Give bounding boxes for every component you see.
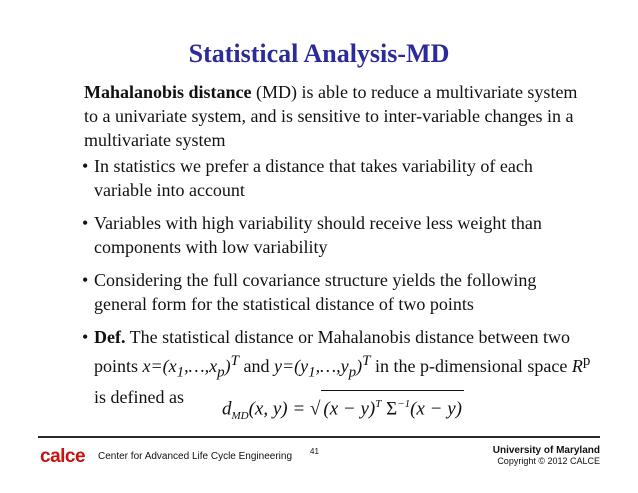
- space-r: R: [571, 356, 583, 376]
- intro-paragraph: [84, 80, 584, 152]
- university-name: University of Maryland: [492, 445, 600, 456]
- x-mid: ,…,x: [184, 356, 218, 376]
- formula-args: (x, y) =: [248, 398, 310, 420]
- definition-label: Def.: [94, 327, 126, 347]
- formula-radicand: [321, 390, 464, 422]
- x-sub1: 1: [176, 364, 185, 381]
- mahalanobis-formula: [222, 390, 464, 429]
- y-mid: ,…,y: [315, 356, 349, 376]
- y-subp: p: [348, 364, 357, 381]
- y-close: ): [356, 356, 363, 376]
- page-number: 41: [310, 447, 319, 456]
- formula-inverse: −1: [397, 398, 411, 410]
- x-open: x=(x: [142, 356, 177, 376]
- sqrt-icon: √: [309, 398, 321, 420]
- bullet-item: • Considering the full covariance structure yields the following general form for the statistical distance of two points: [82, 268, 592, 316]
- y-transpose: T: [362, 353, 371, 369]
- space-sup: p: [582, 353, 591, 369]
- formula-sigma: Σ: [381, 398, 398, 420]
- and-text: and: [238, 356, 274, 376]
- definition-text-a: The statistical distance or Mahalanobis distance between two points: [94, 327, 571, 376]
- copyright: Copyright © 2012 CALCE: [497, 456, 600, 466]
- intro-text: (MD) is able to reduce a multivariate system to a univariate system, and is sensitive to inter-variable changes in a multivariate system: [84, 82, 578, 150]
- definition-text-b: in the p-dimensional space: [370, 356, 572, 376]
- x-close: ): [224, 356, 231, 376]
- center-name: Center for Advanced Life Cycle Engineering: [98, 451, 293, 462]
- y-open: y=(y: [273, 356, 309, 376]
- slide-title: Statistical Analysis-MD: [188, 39, 450, 68]
- footer-divider: [38, 436, 600, 438]
- bullet-item: • Variables with high variability should receive less weight than components with low variability: [82, 211, 592, 259]
- definition-text-c: is defined as: [94, 386, 184, 407]
- x-subp: p: [217, 364, 225, 381]
- calce-logo: calce: [40, 446, 86, 467]
- point-y: [273, 353, 371, 381]
- university-block: [493, 445, 600, 467]
- bullet-item: • In statistics we prefer a distance that takes variability of each variable into account: [82, 154, 592, 202]
- point-x: [142, 353, 239, 381]
- formula-root-a: (x − y): [323, 398, 376, 420]
- formula-sub: MD: [231, 410, 249, 423]
- y-sub1: 1: [308, 364, 316, 381]
- x-transpose: T: [230, 353, 239, 369]
- bullet-list: [82, 154, 592, 409]
- formula-root-b: (x − y): [410, 398, 462, 420]
- formula-d: d: [222, 398, 232, 420]
- formula-transpose: T: [375, 398, 382, 410]
- intro-term: Mahalanobis distance: [84, 82, 252, 102]
